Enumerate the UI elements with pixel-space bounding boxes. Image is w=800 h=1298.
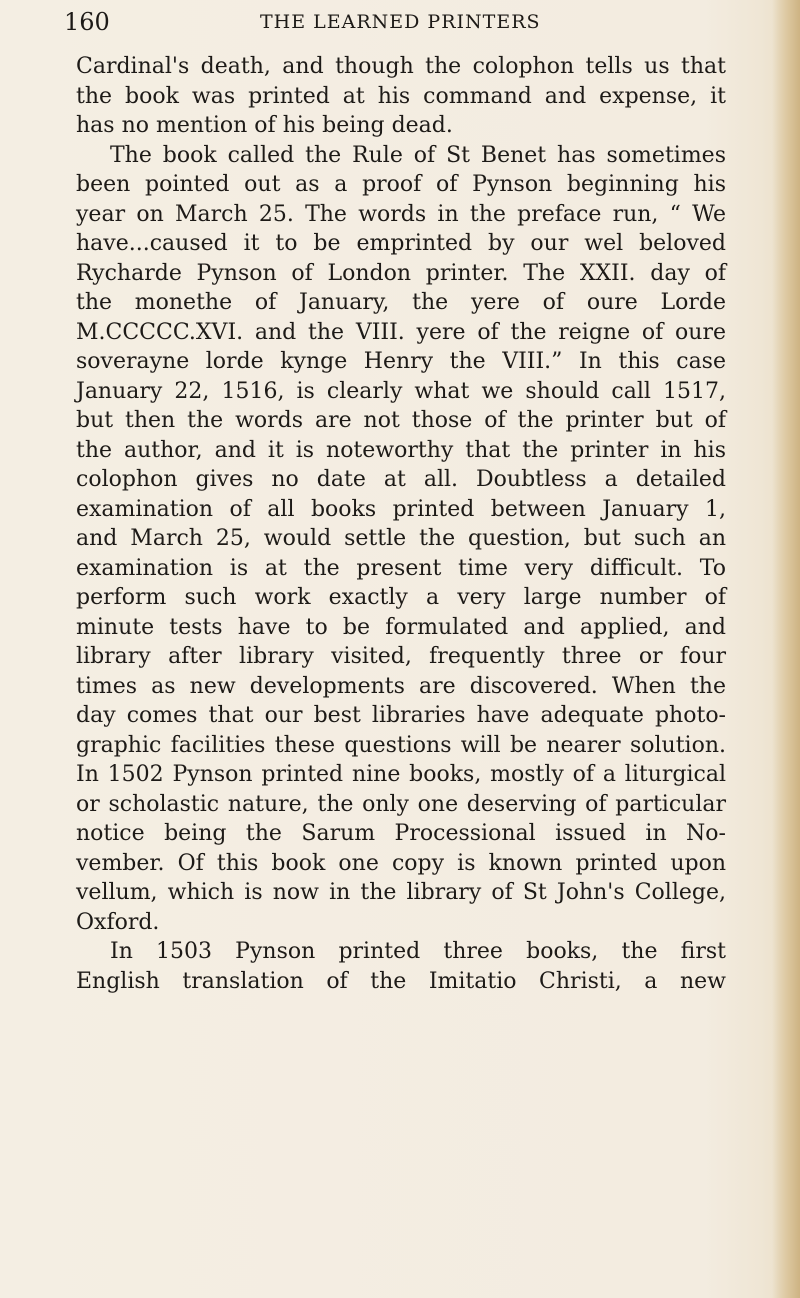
text-line: minute tests have to be formulated and applied, and [76, 614, 726, 640]
text-line: In 1503 Pynson printed three books, the first [110, 939, 726, 964]
text-line: Rycharde Pynson of London printer. The XXII. day of [76, 260, 726, 286]
text-line: Cardinal's death, and though the colophon tells us that [76, 54, 726, 79]
text-line: times as new developments are discovered. When the [76, 673, 726, 699]
text-line: colophon gives no date at all. Doubtless a detailed [76, 467, 726, 492]
text-line: examination of all books printed between January 1, [76, 496, 726, 522]
text-line: perform such work exactly a very large number of [76, 585, 726, 610]
text-line: have...caused it to be emprinted by our wel beloved [76, 231, 726, 256]
text-line: vellum, which is now in the library of St John's College, [76, 880, 726, 905]
text-line: the book was printed at his command and expense, it [76, 83, 726, 109]
text-line: library after library visited, frequently three or four [76, 644, 726, 669]
text-line: notice being the Sarum Processional issued in No- [76, 821, 726, 846]
text-line: English translation of the Imitatio Christi, a new [76, 968, 726, 994]
text-line: day comes that our best libraries have adequate photo- [76, 703, 726, 728]
page-header [64, 6, 734, 38]
text-line: M.CCCCC.XVI. and the VIII. yere of the reigne of oure [76, 319, 726, 345]
text-line: January 22, 1516, is clearly what we should call 1517, [76, 378, 726, 404]
text-line: the monethe of January, the yere of oure Lorde [76, 290, 726, 315]
text-line: examination is at the present time very difficult. To [76, 555, 726, 581]
text-line: has no mention of his being dead. [76, 113, 453, 138]
paragraph-2 [76, 141, 726, 938]
text-line: soverayne lorde kynge Henry the VIII.” In this case [76, 349, 726, 374]
text-line: Oxford. [76, 909, 160, 935]
text-line: In 1502 Pynson printed nine books, mostly of a liturgical [76, 762, 726, 787]
text-line: been pointed out as a proof of Pynson beginning his [76, 172, 726, 197]
text-line: year on March 25. The words in the preface run, “ We [76, 201, 726, 227]
text-line: graphic facilities these questions will be nearer solution. [76, 732, 726, 758]
page-edge-shadow [772, 0, 800, 1298]
paragraph-3 [76, 937, 726, 996]
body-text [76, 52, 726, 996]
text-line: vember. Of this book one copy is known printed upon [76, 850, 726, 876]
text-line: and March 25, would settle the question, but such an [76, 526, 726, 551]
text-line: but then the words are not those of the printer but of [76, 408, 726, 433]
page-number: 160 [64, 8, 110, 36]
running-head: THE LEARNED PRINTERS [260, 11, 541, 33]
text-line: or scholastic nature, the only one deserving of particular [76, 791, 726, 817]
text-line: The book called the Rule of St Benet has sometimes [110, 142, 726, 168]
text-line: the author, and it is noteworthy that the printer in his [76, 437, 726, 463]
paragraph-1 [76, 52, 726, 141]
